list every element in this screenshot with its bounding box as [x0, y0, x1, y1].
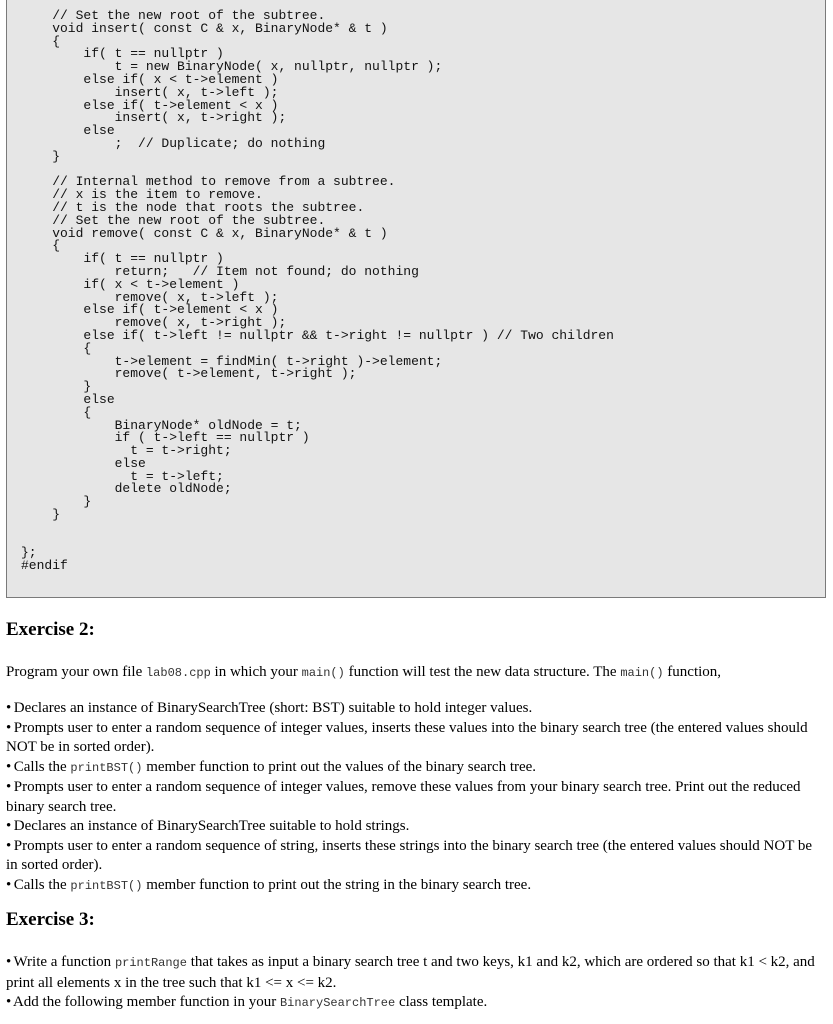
list-item: • Prompts user to enter a random sequence of integer values, remove these values from your binary search tree. Print out the reduced binary search tree.: [6, 779, 801, 815]
code-line: // Internal method to remove from a subtree.: [21, 174, 396, 190]
code-line: // Set the new root of the subtree.: [21, 212, 326, 228]
code-line: if ( t->left == nullptr ): [21, 430, 310, 446]
code-line: }: [21, 494, 92, 510]
list-item: • Prompts user to enter a random sequence of integer values, inserts these values into the binary search tree (the entered values should NOT be in sorted order).: [6, 719, 808, 755]
exercise3-bullet-list: [6, 953, 826, 1014]
code-listing: [7, 0, 825, 573]
code-line: void remove( const C & x, BinaryNode* & t ): [21, 225, 388, 241]
filename-code: lab08.cpp: [145, 666, 211, 680]
exercise2-heading: Exercise 2:: [6, 619, 95, 640]
code-line: else if( x < t->element ): [21, 71, 279, 87]
code-line: remove( x, t->right );: [21, 315, 287, 331]
code-line: return; // Item not found; do nothing: [21, 263, 419, 279]
code-line: remove( x, t->left );: [21, 289, 279, 305]
code-line: ; // Duplicate; do nothing: [21, 135, 326, 151]
list-item: • Write a function printRange that takes as input a binary search tree t and two keys, k1 and k2, which are ordered so that k1 < k2, and print all elements x in the tree such that k1 <= x <= k2.: [6, 954, 815, 991]
list-item: • Declares an instance of BinarySearchTree (short: BST) suitable to hold integer values.: [6, 700, 533, 716]
list-item: • Prompts user to enter a random sequence of string, inserts these strings into the binary search tree (the entered values should NOT be in sorted order).: [6, 837, 813, 873]
code-line: remove( t->element, t->right );: [21, 366, 357, 382]
code-line: }: [21, 379, 92, 395]
code-line: }: [21, 148, 61, 164]
code-line: else: [21, 391, 115, 407]
code-line: // Set the new root of the subtree.: [21, 8, 326, 23]
code-line: else: [21, 455, 146, 471]
code-line: insert( x, t->left );: [21, 84, 279, 100]
exercise3-heading: Exercise 3:: [6, 909, 95, 930]
code-line: #endif: [21, 558, 68, 574]
list-item: • Declares an instance of BinarySearchTree suitable to hold strings.: [6, 818, 410, 834]
code-line: // t is the node that roots the subtree.: [21, 199, 365, 215]
code-line: }: [21, 507, 61, 523]
code-line: else: [21, 123, 115, 139]
list-item: • Add the following member function in your BinarySearchTree class template.: [6, 994, 488, 1010]
code-line: else if( t->element < x ): [21, 97, 279, 113]
code-line: BinaryNode* oldNode = t;: [21, 417, 302, 433]
code-line: {: [21, 340, 92, 356]
code-line: t = t->right;: [21, 443, 232, 459]
code-line: else if( t->element < x ): [21, 302, 279, 318]
list-item: • Calls the printBST() member function to print out the values of the binary search tree.: [6, 758, 537, 775]
code-line: };: [21, 545, 37, 561]
list-item: • Calls the printBST() member function to print out the string in the binary search tree.: [6, 876, 532, 893]
code-line: t->element = findMin( t->right )->element;: [21, 353, 443, 369]
code-line: else if( t->left != nullptr && t->right != nullptr ) // Two children: [21, 327, 614, 343]
code-line: insert( x, t->right );: [21, 110, 287, 126]
code-line: if( t == nullptr ): [21, 251, 224, 267]
exercise2-bullet-list: [6, 699, 826, 896]
code-line: if( x < t->element ): [21, 276, 240, 292]
code-line: {: [21, 238, 61, 254]
exercise2-intro: Program your own file lab08.cpp in which your main() function will test the new data structure. The main() function,: [6, 664, 722, 680]
code-line: if( t == nullptr ): [21, 46, 224, 62]
code-line: t = t->left;: [21, 468, 224, 484]
code-line: // x is the item to remove.: [21, 187, 263, 203]
code-line: t = new BinaryNode( x, nullptr, nullptr );: [21, 59, 443, 75]
main-code: main(): [620, 666, 664, 680]
code-line: {: [21, 33, 61, 49]
main-code: main(): [301, 666, 345, 680]
code-line: {: [21, 404, 92, 420]
code-line: void insert( const C & x, BinaryNode* & t ): [21, 20, 388, 36]
code-line: delete oldNode;: [21, 481, 232, 497]
code-listing-panel: [6, 0, 826, 598]
